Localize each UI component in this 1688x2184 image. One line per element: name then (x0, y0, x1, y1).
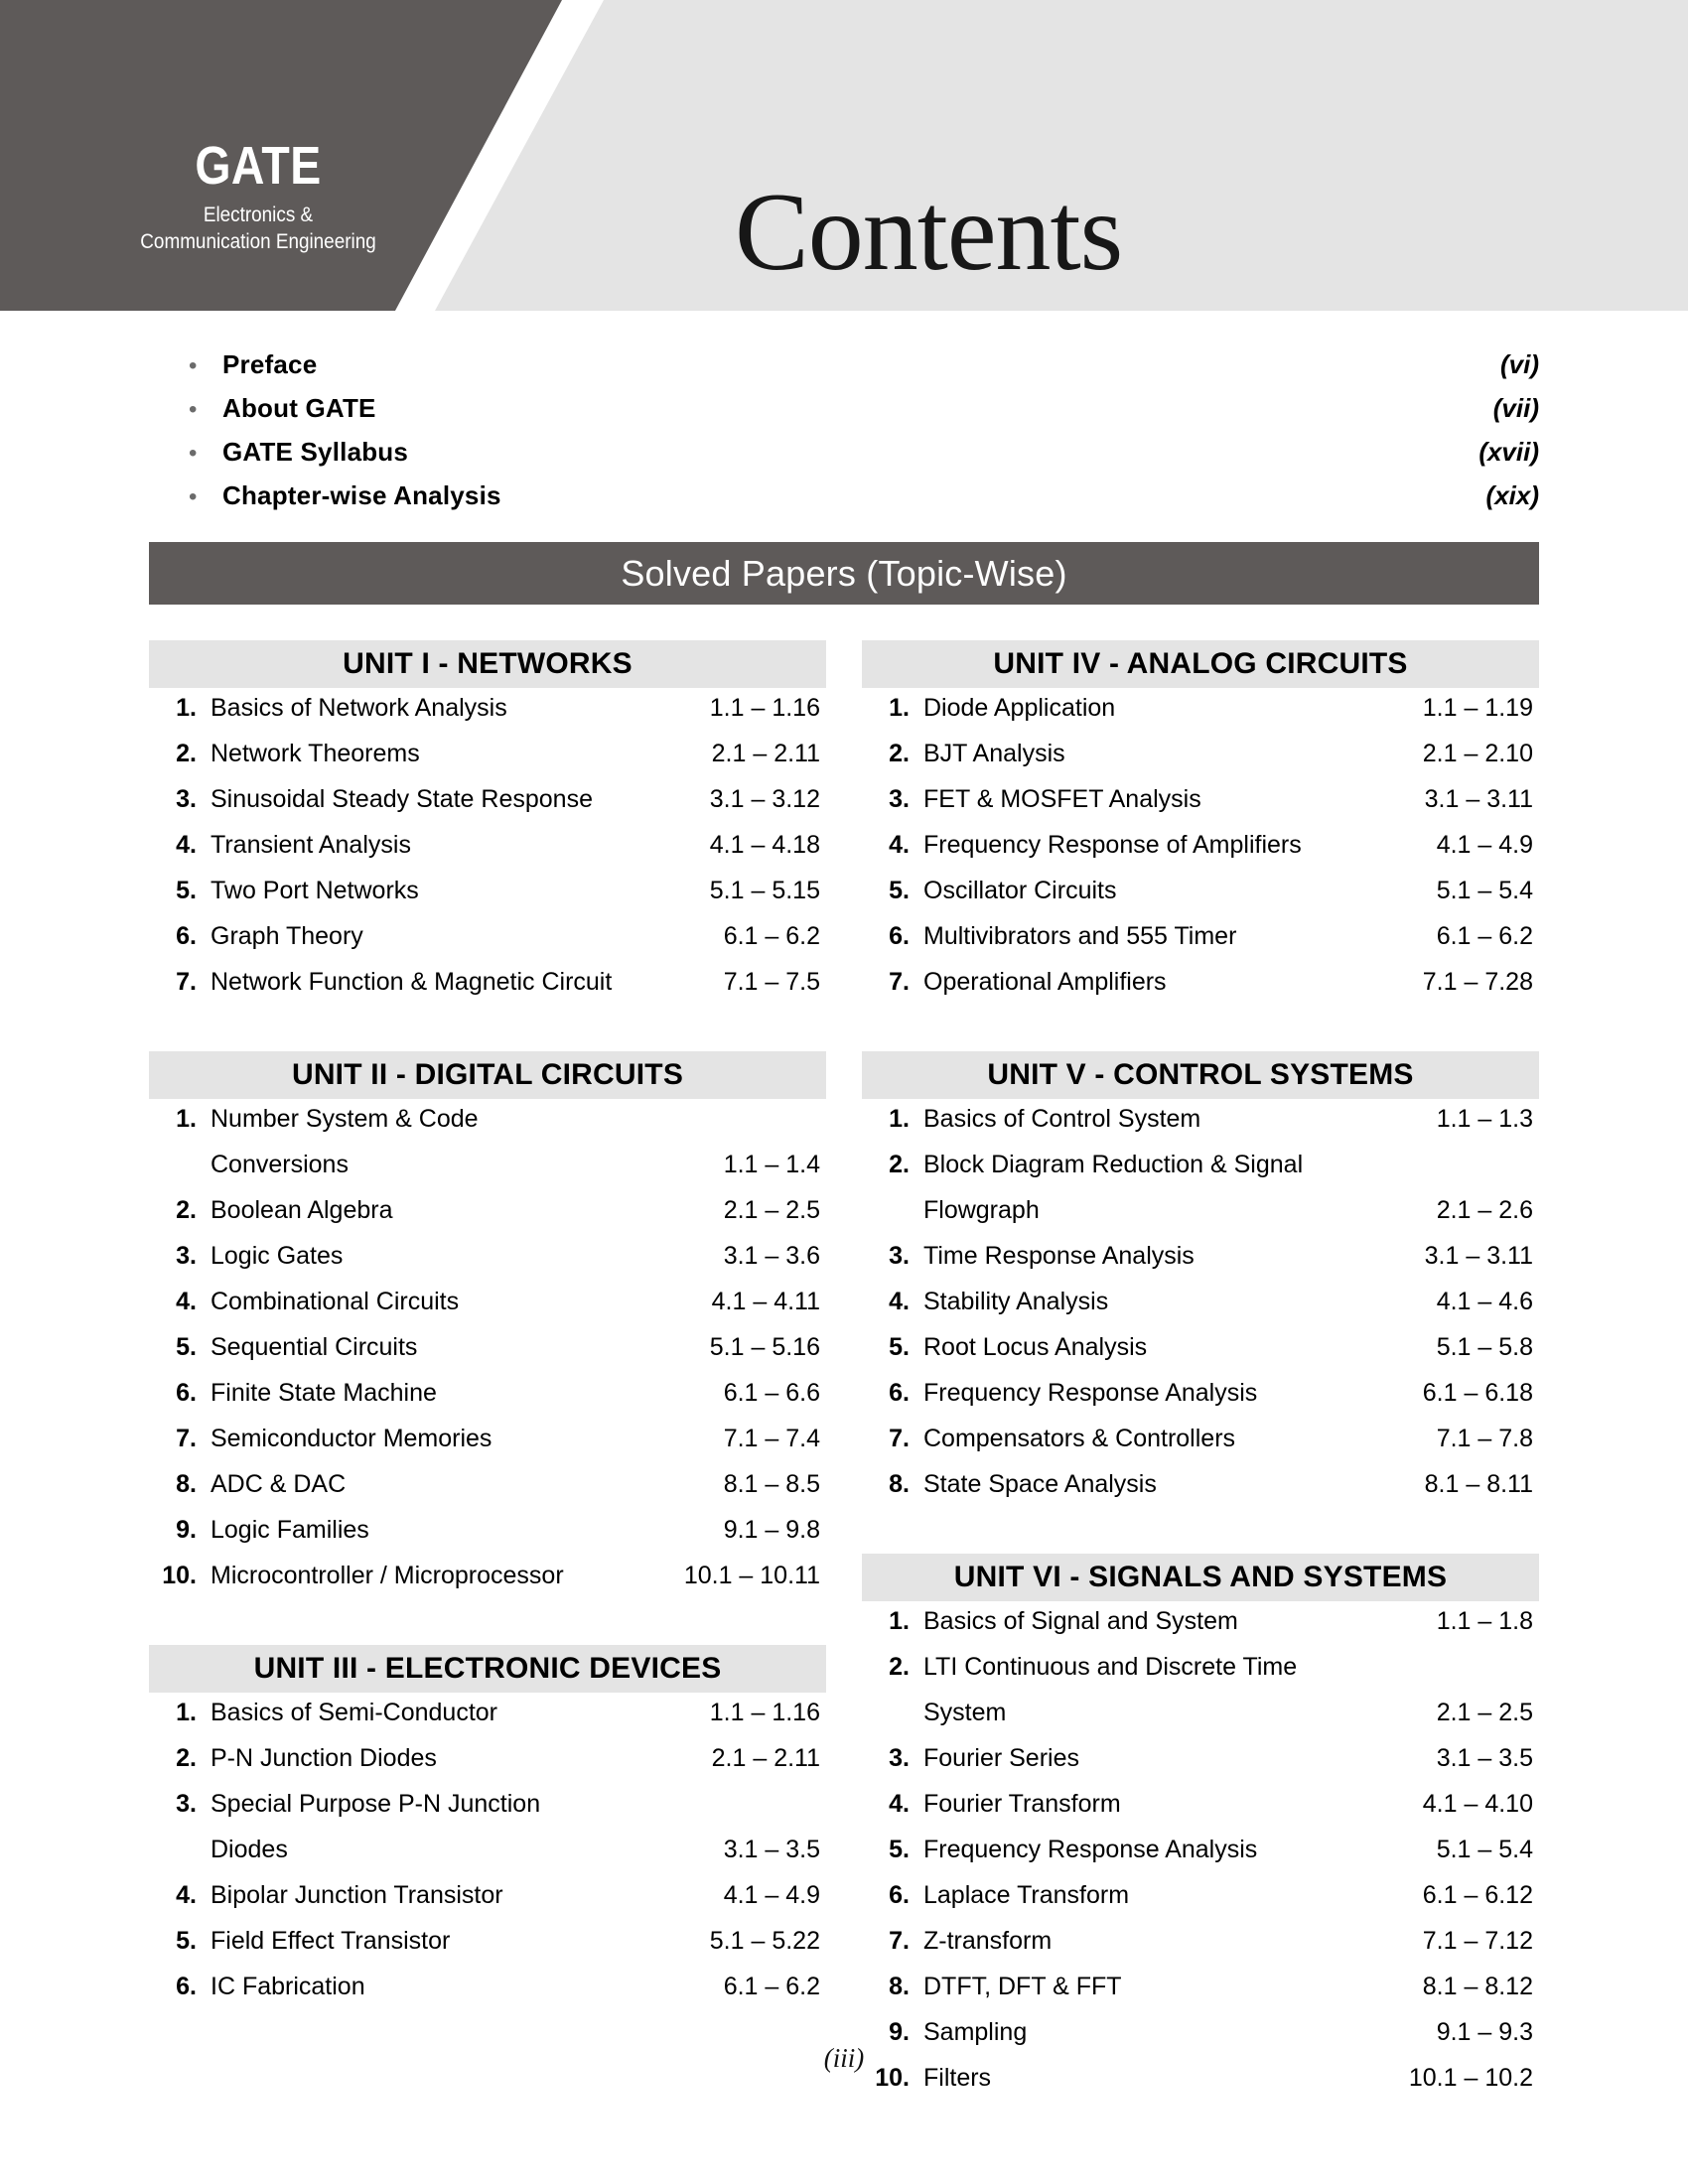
toc-entry[interactable] (149, 831, 826, 877)
unit-block (149, 640, 826, 1014)
toc-entry-title: P-N Junction Diodes (211, 1744, 437, 1772)
toc-entry-number: 9. (176, 1516, 197, 1544)
toc-entry-number: 4. (889, 1288, 910, 1315)
unit-title-bar: UNIT III - ELECTRONIC DEVICES (149, 1645, 826, 1693)
toc-entry-title: Basics of Network Analysis (211, 694, 507, 722)
toc-entry-pages: 7.1 – 7.5 (723, 968, 820, 996)
toc-entry-title: Combinational Circuits (211, 1288, 460, 1315)
toc-entry-line (149, 1379, 826, 1425)
toc-entry-title: Transient Analysis (211, 831, 411, 859)
toc-entry-number: 7. (889, 1927, 910, 1955)
toc-entry-number: 4. (176, 831, 197, 859)
toc-entry-pages: 4.1 – 4.11 (711, 1288, 820, 1315)
toc-entry-line (862, 968, 1539, 1014)
toc-entry-line-continued (149, 1836, 826, 1881)
toc-entry-title-continued: Conversions (211, 1151, 349, 1178)
toc-entry[interactable] (862, 1836, 1539, 1881)
toc-entry-line (862, 1653, 1539, 1699)
toc-entry-pages: 5.1 – 5.4 (1436, 1836, 1533, 1863)
toc-entry-pages: 3.1 – 3.5 (723, 1836, 820, 1863)
toc-entry-line (149, 1744, 826, 1790)
toc-entry[interactable] (862, 785, 1539, 831)
toc-entry-number: 2. (889, 1653, 910, 1681)
toc-entry-line (149, 740, 826, 785)
toc-entry[interactable] (862, 1470, 1539, 1516)
toc-entry-line (862, 1425, 1539, 1470)
unit-entry-list (862, 1601, 1539, 2110)
toc-entry-title: Boolean Algebra (211, 1196, 393, 1224)
toc-entry-number: 2. (889, 1151, 910, 1178)
toc-entry[interactable] (149, 1425, 826, 1470)
unit-block (862, 1554, 1539, 2110)
toc-entry-pages: 6.1 – 6.12 (1422, 1881, 1533, 1909)
toc-entry-line (149, 1927, 826, 1973)
toc-entry-line (149, 877, 826, 922)
toc-entry-title: Z-transform (923, 1927, 1053, 1955)
toc-entry-line (149, 1333, 826, 1379)
toc-entry[interactable] (862, 1744, 1539, 1790)
toc-entry-number: 3. (176, 1790, 197, 1818)
toc-entry-pages: 8.1 – 8.5 (723, 1470, 820, 1498)
toc-entry-pages: 2.1 – 2.5 (723, 1196, 820, 1224)
toc-entry-title: Filters (923, 2064, 992, 2092)
toc-entry-number: 2. (889, 740, 910, 767)
toc-entry-line (149, 1562, 826, 1607)
toc-entry-line (149, 1470, 826, 1516)
toc-entry-title: ADC & DAC (211, 1470, 347, 1498)
toc-entry[interactable] (149, 1333, 826, 1379)
toc-entry-title: Logic Families (211, 1516, 369, 1544)
toc-entry-number: 1. (176, 1699, 197, 1726)
toc-entry-line (862, 1973, 1539, 2018)
toc-entry[interactable] (862, 1242, 1539, 1288)
toc-entry-pages: 1.1 – 1.16 (709, 1699, 820, 1726)
toc-entry-number: 1. (889, 1105, 910, 1133)
toc-entry-title: Basics of Semi-Conductor (211, 1699, 498, 1726)
unit-title-bar: UNIT I - NETWORKS (149, 640, 826, 688)
toc-entry-line (862, 1288, 1539, 1333)
toc-entry[interactable] (862, 1653, 1539, 1744)
toc-entry-line (149, 1973, 826, 2018)
toc-entry-line (149, 1196, 826, 1242)
bullet-icon: • (189, 440, 198, 467)
unit-block (862, 1051, 1539, 1516)
toc-entry-number: 5. (176, 1333, 197, 1361)
toc-entry-pages: 2.1 – 2.6 (1436, 1196, 1533, 1224)
front-matter-item[interactable] (189, 480, 1539, 524)
unit-title-bar: UNIT IV - ANALOG CIRCUITS (862, 640, 1539, 688)
front-matter-label: Preface (222, 349, 318, 379)
toc-entry-number: 1. (176, 1105, 197, 1133)
toc-entry-number: 6. (889, 922, 910, 950)
toc-entry-number: 4. (889, 831, 910, 859)
brand-block (94, 136, 422, 256)
unit-title-bar: UNIT II - DIGITAL CIRCUITS (149, 1051, 826, 1099)
unit-entry-list (149, 1099, 826, 1607)
toc-entry[interactable] (862, 1379, 1539, 1425)
toc-entry-title: Sinusoidal Steady State Response (211, 785, 593, 813)
toc-entry-pages: 1.1 – 1.19 (1422, 694, 1533, 722)
toc-entry-number: 7. (176, 1425, 197, 1452)
bullet-icon: • (189, 352, 198, 379)
toc-entry-line (862, 1333, 1539, 1379)
toc-entry[interactable] (149, 1470, 826, 1516)
toc-entry[interactable] (862, 922, 1539, 968)
units-column (862, 640, 1539, 2110)
toc-entry-title: Sampling (923, 2018, 1028, 2046)
toc-entry-number: 5. (889, 877, 910, 904)
toc-entry-line (149, 1881, 826, 1927)
toc-entry-title: Laplace Transform (923, 1881, 1130, 1909)
toc-entry-number: 3. (889, 785, 910, 813)
toc-entry-number: 1. (889, 694, 910, 722)
page-folio: (iii) (823, 2043, 865, 2073)
toc-entry-line (862, 1927, 1539, 1973)
toc-entry-pages: 2.1 – 2.5 (1436, 1699, 1533, 1726)
toc-entry-title: Frequency Response Analysis (923, 1836, 1258, 1863)
toc-entry-title: Network Theorems (211, 740, 420, 767)
toc-entry-number: 10. (875, 2064, 910, 2092)
toc-entry-line (862, 1881, 1539, 1927)
toc-entry-pages: 2.1 – 2.11 (711, 1744, 820, 1772)
toc-entry-number: 6. (889, 1881, 910, 1909)
toc-entry-line (149, 1425, 826, 1470)
toc-entry-number: 7. (176, 968, 197, 996)
toc-entry[interactable] (149, 694, 826, 740)
toc-entry[interactable] (862, 1607, 1539, 1653)
unit-block (862, 640, 1539, 1014)
toc-entry-line (862, 922, 1539, 968)
toc-entry-line (149, 922, 826, 968)
toc-entry[interactable] (149, 1242, 826, 1288)
toc-entry-number: 6. (889, 1379, 910, 1407)
toc-entry[interactable] (149, 740, 826, 785)
toc-entry-line (862, 1607, 1539, 1653)
toc-entry-title: Compensators & Controllers (923, 1425, 1236, 1452)
toc-entry-pages: 1.1 – 1.3 (1436, 1105, 1533, 1133)
toc-entry-pages: 4.1 – 4.6 (1436, 1288, 1533, 1315)
toc-entry-line (862, 877, 1539, 922)
toc-entry-title: Block Diagram Reduction & Signal (923, 1151, 1304, 1178)
toc-entry-number: 5. (889, 1836, 910, 1863)
toc-entry[interactable] (862, 694, 1539, 740)
toc-entry[interactable] (862, 1151, 1539, 1242)
toc-entry-number: 3. (176, 1242, 197, 1270)
front-matter-page: (vi) (1500, 349, 1539, 379)
unit-entry-list (149, 688, 826, 1014)
toc-entry[interactable] (149, 1105, 826, 1196)
unit-title-bar: UNIT V - CONTROL SYSTEMS (862, 1051, 1539, 1099)
toc-entry-line (862, 1242, 1539, 1288)
toc-entry-title: IC Fabrication (211, 1973, 365, 2000)
toc-entry-title: Diode Application (923, 694, 1116, 722)
toc-entry-number: 2. (176, 1744, 197, 1772)
unit-title-bar: UNIT VI - SIGNALS AND SYSTEMS (862, 1554, 1539, 1601)
toc-entry[interactable] (149, 1744, 826, 1790)
toc-entry-number: 9. (889, 2018, 910, 2046)
toc-entry-line (149, 831, 826, 877)
toc-entry[interactable] (149, 1973, 826, 2018)
toc-entry-pages: 9.1 – 9.8 (723, 1516, 820, 1544)
toc-entry-number: 10. (162, 1562, 197, 1589)
toc-entry-line (862, 1836, 1539, 1881)
toc-entry-title: Sequential Circuits (211, 1333, 418, 1361)
toc-entry-number: 5. (176, 877, 197, 904)
toc-entry-pages: 4.1 – 4.9 (723, 1881, 820, 1909)
front-matter-item[interactable] (189, 349, 1539, 393)
toc-entry-title: Number System & Code (211, 1105, 479, 1133)
toc-entry-pages: 7.1 – 7.28 (1422, 968, 1533, 996)
toc-entry-line (862, 740, 1539, 785)
toc-entry[interactable] (149, 1790, 826, 1881)
toc-entry-line (149, 1105, 826, 1151)
toc-entry-title: Bipolar Junction Transistor (211, 1881, 503, 1909)
front-matter-label: About GATE (222, 393, 376, 423)
toc-entry-title: Finite State Machine (211, 1379, 437, 1407)
toc-entry-number: 4. (176, 1288, 197, 1315)
toc-entry-line (149, 1288, 826, 1333)
toc-entry[interactable] (149, 1881, 826, 1927)
toc-entry-number: 7. (889, 1425, 910, 1452)
toc-entry-pages: 7.1 – 7.12 (1422, 1927, 1533, 1955)
units-column (149, 640, 826, 2110)
toc-entry[interactable] (149, 1288, 826, 1333)
unit-entry-list (862, 1099, 1539, 1516)
unit-entry-list (149, 1693, 826, 2018)
toc-entry-title: LTI Continuous and Discrete Time (923, 1653, 1298, 1681)
toc-entry-line (149, 785, 826, 831)
toc-entry-title: Basics of Control System (923, 1105, 1201, 1133)
front-matter-list (189, 349, 1539, 524)
toc-entry-title: Special Purpose P-N Junction (211, 1790, 541, 1818)
toc-entry-line (862, 831, 1539, 877)
page-title: Contents (735, 171, 1123, 294)
toc-entry-number: 6. (176, 922, 197, 950)
toc-entry[interactable] (149, 922, 826, 968)
toc-entry-pages: 7.1 – 7.8 (1436, 1425, 1533, 1452)
toc-entry-title: Multivibrators and 555 Timer (923, 922, 1237, 950)
toc-entry-number: 1. (176, 694, 197, 722)
toc-entry[interactable] (862, 1105, 1539, 1151)
toc-entry[interactable] (862, 877, 1539, 922)
toc-entry-title: Two Port Networks (211, 877, 419, 904)
toc-entry[interactable] (149, 1516, 826, 1562)
toc-entry-line (862, 785, 1539, 831)
front-matter-item[interactable] (189, 437, 1539, 480)
toc-entry-line (862, 1151, 1539, 1196)
page-header (0, 0, 1688, 311)
toc-entry-line (862, 1379, 1539, 1425)
toc-entry-number: 6. (176, 1379, 197, 1407)
front-matter-page: (xvii) (1478, 437, 1539, 467)
toc-entry-number: 6. (176, 1973, 197, 2000)
toc-entry-number: 8. (176, 1470, 197, 1498)
solved-papers-banner: Solved Papers (Topic-Wise) (149, 542, 1539, 605)
toc-entry-pages: 6.1 – 6.2 (1436, 922, 1533, 950)
unit-entry-list (862, 688, 1539, 1014)
brand-title: GATE (195, 136, 322, 196)
toc-entry-line (862, 1105, 1539, 1151)
toc-entry-title: BJT Analysis (923, 740, 1065, 767)
unit-block (149, 1051, 826, 1607)
toc-entry-line-continued (149, 1151, 826, 1196)
toc-entry[interactable] (149, 877, 826, 922)
toc-entry-pages: 6.1 – 6.2 (723, 1973, 820, 2000)
front-matter-label: Chapter-wise Analysis (222, 480, 501, 510)
toc-entry-number: 4. (889, 1790, 910, 1818)
toc-entry-pages: 8.1 – 8.12 (1422, 1973, 1533, 2000)
toc-entry-pages: 3.1 – 3.11 (1424, 785, 1533, 813)
toc-entry-title: State Space Analysis (923, 1470, 1157, 1498)
toc-entry-number: 2. (176, 1196, 197, 1224)
front-matter-page: (xix) (1485, 480, 1539, 510)
toc-entry[interactable] (149, 785, 826, 831)
toc-entry-pages: 1.1 – 1.8 (1436, 1607, 1533, 1635)
bullet-icon: • (189, 483, 198, 510)
toc-entry-title: Frequency Response Analysis (923, 1379, 1258, 1407)
toc-entry-pages: 1.1 – 1.4 (723, 1151, 820, 1178)
toc-entry-title: Stability Analysis (923, 1288, 1109, 1315)
toc-entry[interactable] (149, 1699, 826, 1744)
toc-entry-line (149, 1699, 826, 1744)
front-matter-item[interactable] (189, 393, 1539, 437)
toc-entry-title: Oscillator Circuits (923, 877, 1117, 904)
toc-entry-title: Fourier Transform (923, 1790, 1121, 1818)
toc-entry-pages: 3.1 – 3.6 (723, 1242, 820, 1270)
toc-entry-pages: 5.1 – 5.4 (1436, 877, 1533, 904)
toc-entry-number: 5. (176, 1927, 197, 1955)
front-matter-page: (vii) (1492, 393, 1539, 423)
toc-entry[interactable] (862, 831, 1539, 877)
toc-entry-number: 3. (889, 1242, 910, 1270)
toc-entry[interactable] (862, 1790, 1539, 1836)
toc-entry-line (149, 694, 826, 740)
toc-entry[interactable] (862, 1425, 1539, 1470)
toc-entry-pages: 6.1 – 6.6 (723, 1379, 820, 1407)
toc-entry-title: Basics of Signal and System (923, 1607, 1238, 1635)
toc-entry-pages: 5.1 – 5.8 (1436, 1333, 1533, 1361)
toc-entry-title: Frequency Response of Amplifiers (923, 831, 1302, 859)
toc-entry-title: Time Response Analysis (923, 1242, 1195, 1270)
toc-entry-line-continued (862, 1196, 1539, 1242)
front-matter-label: GATE Syllabus (222, 437, 409, 467)
toc-entry[interactable] (862, 1927, 1539, 1973)
toc-entry-number: 5. (889, 1333, 910, 1361)
toc-entry-pages: 6.1 – 6.2 (723, 922, 820, 950)
toc-entry-line (149, 1242, 826, 1288)
toc-entry-pages: 7.1 – 7.4 (723, 1425, 820, 1452)
toc-entry-pages: 2.1 – 2.10 (1422, 740, 1533, 767)
toc-entry-line (862, 1470, 1539, 1516)
toc-entry-line (149, 1516, 826, 1562)
bullet-icon: • (189, 396, 198, 423)
toc-entry-title: FET & MOSFET Analysis (923, 785, 1201, 813)
toc-entry-line (149, 1790, 826, 1836)
toc-entry-pages: 4.1 – 4.9 (1436, 831, 1533, 859)
toc-entry[interactable] (149, 1562, 826, 1607)
toc-entry-line (862, 1744, 1539, 1790)
toc-entry-number: 7. (889, 968, 910, 996)
toc-entry-line (862, 694, 1539, 740)
toc-entry-pages: 5.1 – 5.16 (709, 1333, 820, 1361)
toc-entry[interactable] (149, 1196, 826, 1242)
toc-entry-number: 3. (889, 1744, 910, 1772)
toc-entry-number: 3. (176, 785, 197, 813)
toc-entry-pages: 9.1 – 9.3 (1436, 2018, 1533, 2046)
toc-entry-title: Microcontroller / Microprocessor (211, 1562, 564, 1589)
toc-entry-line (862, 1790, 1539, 1836)
toc-entry[interactable] (862, 1973, 1539, 2018)
toc-entry-line (149, 968, 826, 1014)
unit-block (149, 1645, 826, 2018)
toc-entry-title-continued: Diodes (211, 1836, 288, 1863)
toc-entry-number: 1. (889, 1607, 910, 1635)
toc-entry-title: Field Effect Transistor (211, 1927, 451, 1955)
toc-entry[interactable] (149, 1379, 826, 1425)
toc-entry[interactable] (149, 1927, 826, 1973)
toc-entry-title: Fourier Series (923, 1744, 1079, 1772)
toc-entry-title: Graph Theory (211, 922, 363, 950)
toc-entry-line-continued (862, 1699, 1539, 1744)
toc-entry-title: Logic Gates (211, 1242, 344, 1270)
toc-entry-pages: 6.1 – 6.18 (1422, 1379, 1533, 1407)
units-columns (149, 640, 1539, 2110)
toc-entry-pages: 3.1 – 3.11 (1424, 1242, 1533, 1270)
toc-entry[interactable] (862, 1881, 1539, 1927)
toc-entry-title: Semiconductor Memories (211, 1425, 492, 1452)
toc-entry[interactable] (149, 968, 826, 1014)
toc-entry-pages: 8.1 – 8.11 (1424, 1470, 1533, 1498)
toc-entry[interactable] (862, 1288, 1539, 1333)
toc-entry-title: DTFT, DFT & FFT (923, 1973, 1122, 2000)
toc-entry-pages: 1.1 – 1.16 (709, 694, 820, 722)
toc-entry-title-continued: System (923, 1699, 1007, 1726)
toc-entry-number: 8. (889, 1470, 910, 1498)
toc-entry[interactable] (862, 1333, 1539, 1379)
toc-entry-pages: 3.1 – 3.5 (1436, 1744, 1533, 1772)
toc-entry-title-continued: Flowgraph (923, 1196, 1040, 1224)
toc-entry-number: 8. (889, 1973, 910, 2000)
toc-entry-pages: 10.1 – 10.2 (1408, 2064, 1533, 2092)
toc-entry-number: 2. (176, 740, 197, 767)
brand-subtitle-line2: Communication Engineering (140, 229, 376, 253)
toc-entry-title: Network Function & Magnetic Circuit (211, 968, 613, 996)
brand-subtitle-line1: Electronics & (203, 204, 314, 226)
toc-entry-title: Root Locus Analysis (923, 1333, 1148, 1361)
toc-entry-pages: 4.1 – 4.18 (709, 831, 820, 859)
toc-entry[interactable] (862, 968, 1539, 1014)
toc-entry-pages: 4.1 – 4.10 (1422, 1790, 1533, 1818)
toc-entry-number: 4. (176, 1881, 197, 1909)
brand-subtitle (111, 203, 406, 256)
toc-entry-title: Operational Amplifiers (923, 968, 1167, 996)
toc-entry[interactable] (862, 740, 1539, 785)
toc-entry-pages: 3.1 – 3.12 (709, 785, 820, 813)
toc-entry-pages: 5.1 – 5.22 (709, 1927, 820, 1955)
toc-entry-pages: 5.1 – 5.15 (709, 877, 820, 904)
toc-entry-pages: 10.1 – 10.11 (683, 1562, 820, 1589)
toc-entry-pages: 2.1 – 2.11 (711, 740, 820, 767)
